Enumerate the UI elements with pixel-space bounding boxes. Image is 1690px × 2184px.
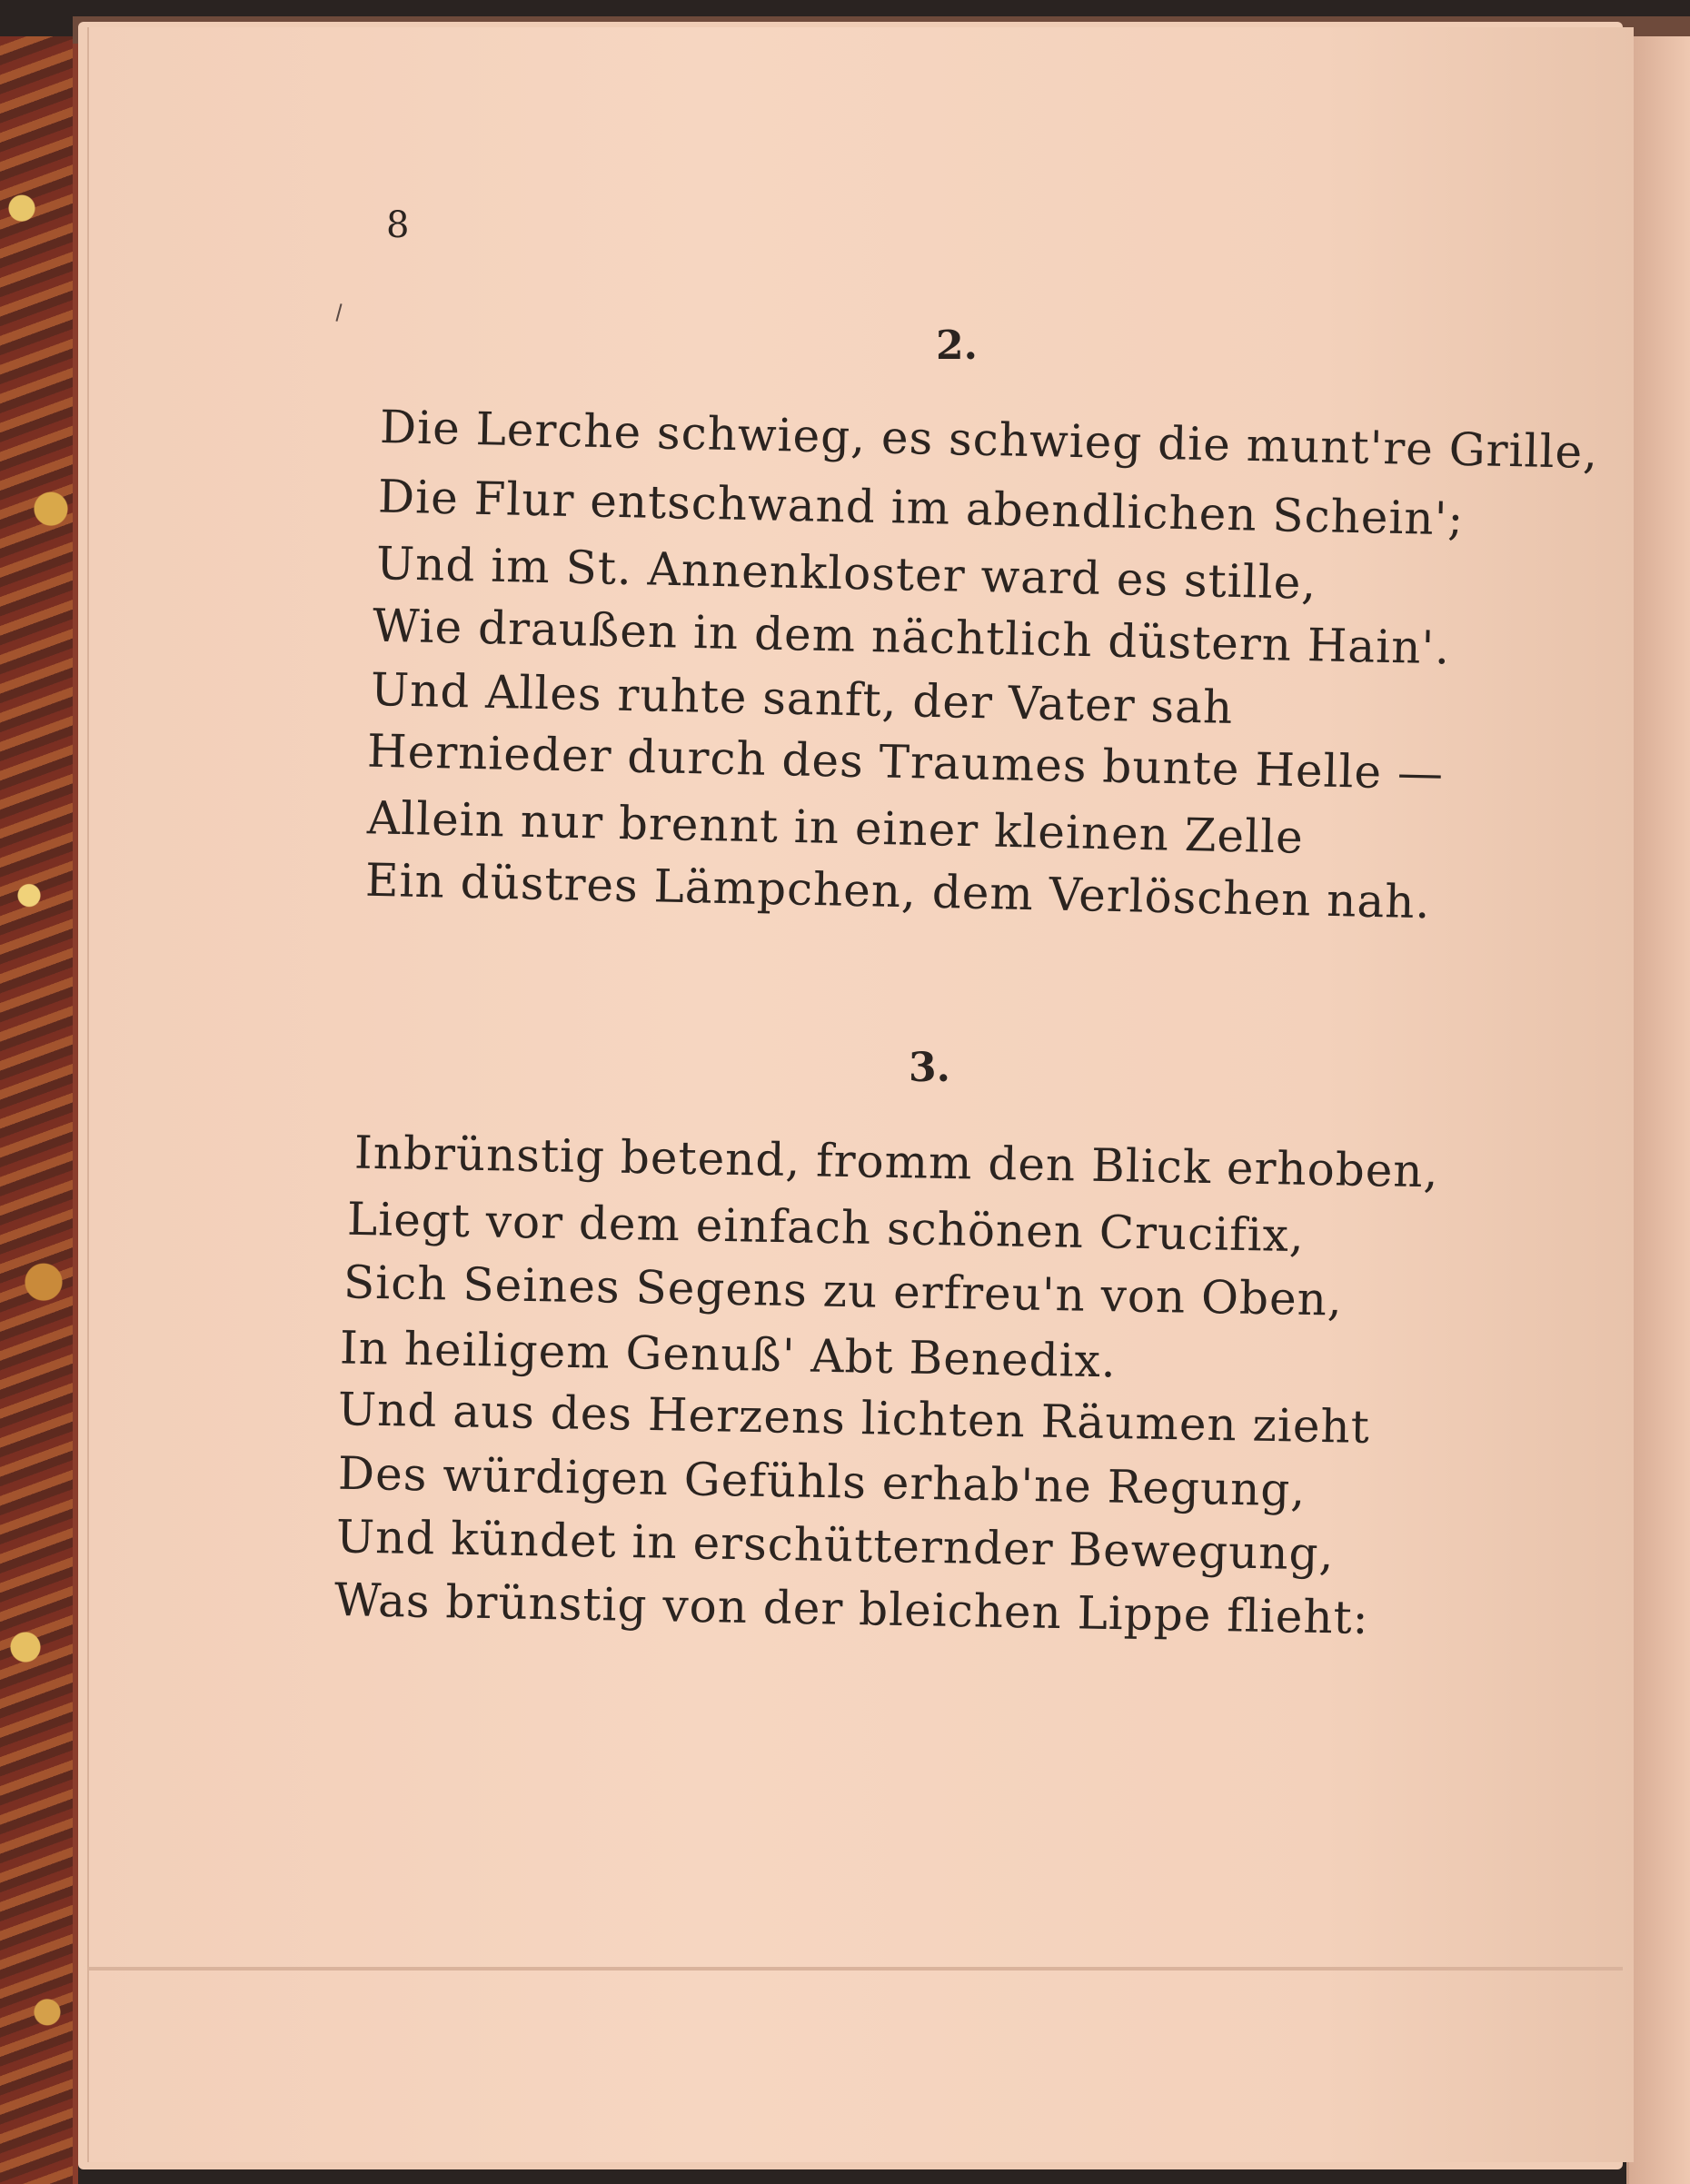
- page-fold-line: [87, 1967, 1623, 1971]
- poem-line: In heiligem Genuß' Abt Benedix.: [339, 1321, 1118, 1388]
- marbled-cover-edge: [0, 36, 78, 2184]
- book-page: [87, 27, 1634, 2162]
- page-number: 8: [386, 204, 410, 246]
- poem-line: Liegt vor dem einfach schönen Crucifix,: [346, 1192, 1306, 1263]
- poem-line: Allein nur brennt in einer kleinen Zelle: [366, 791, 1305, 864]
- poem-line: Und im St. Annenkloster ward es stille,: [375, 537, 1317, 610]
- poem-line: Und Alles ruhte sanft, der Vater sah: [370, 663, 1234, 734]
- poem-line: Des würdigen Gefühls erhab'ne Regung,: [337, 1446, 1307, 1517]
- poem-line: Sich Seines Segens zu erfreu'n von Oben,: [343, 1256, 1344, 1326]
- stanza-number: 3.: [909, 1045, 950, 1091]
- poem-line: Inbrünstig betend, fromm den Blick erhoben,: [353, 1126, 1439, 1198]
- poem-line: Wie draußen in dem nächtlich düstern Hain'.: [372, 599, 1451, 675]
- poem-line: Die Lerche schwieg, es schwieg die munt're Grille,: [379, 400, 1599, 480]
- poem-line: Die Flur entschwand im abendlichen Schein';: [377, 470, 1465, 546]
- poem-line: Hernieder durch des Traumes bunte Helle —: [366, 724, 1445, 800]
- facing-page-edge: [1626, 36, 1690, 2184]
- poem-line: Und aus des Herzens lichten Räumen zieht: [337, 1383, 1371, 1454]
- poem-line: Und kündet in erschütternder Bewegung,: [335, 1510, 1335, 1581]
- stanza-number: 2.: [936, 323, 978, 369]
- poem-line: Ein düstres Lämpchen, dem Verlöschen nah.: [364, 853, 1431, 929]
- poem-line: Was brünstig von der bleichen Lippe flieht:: [333, 1573, 1370, 1644]
